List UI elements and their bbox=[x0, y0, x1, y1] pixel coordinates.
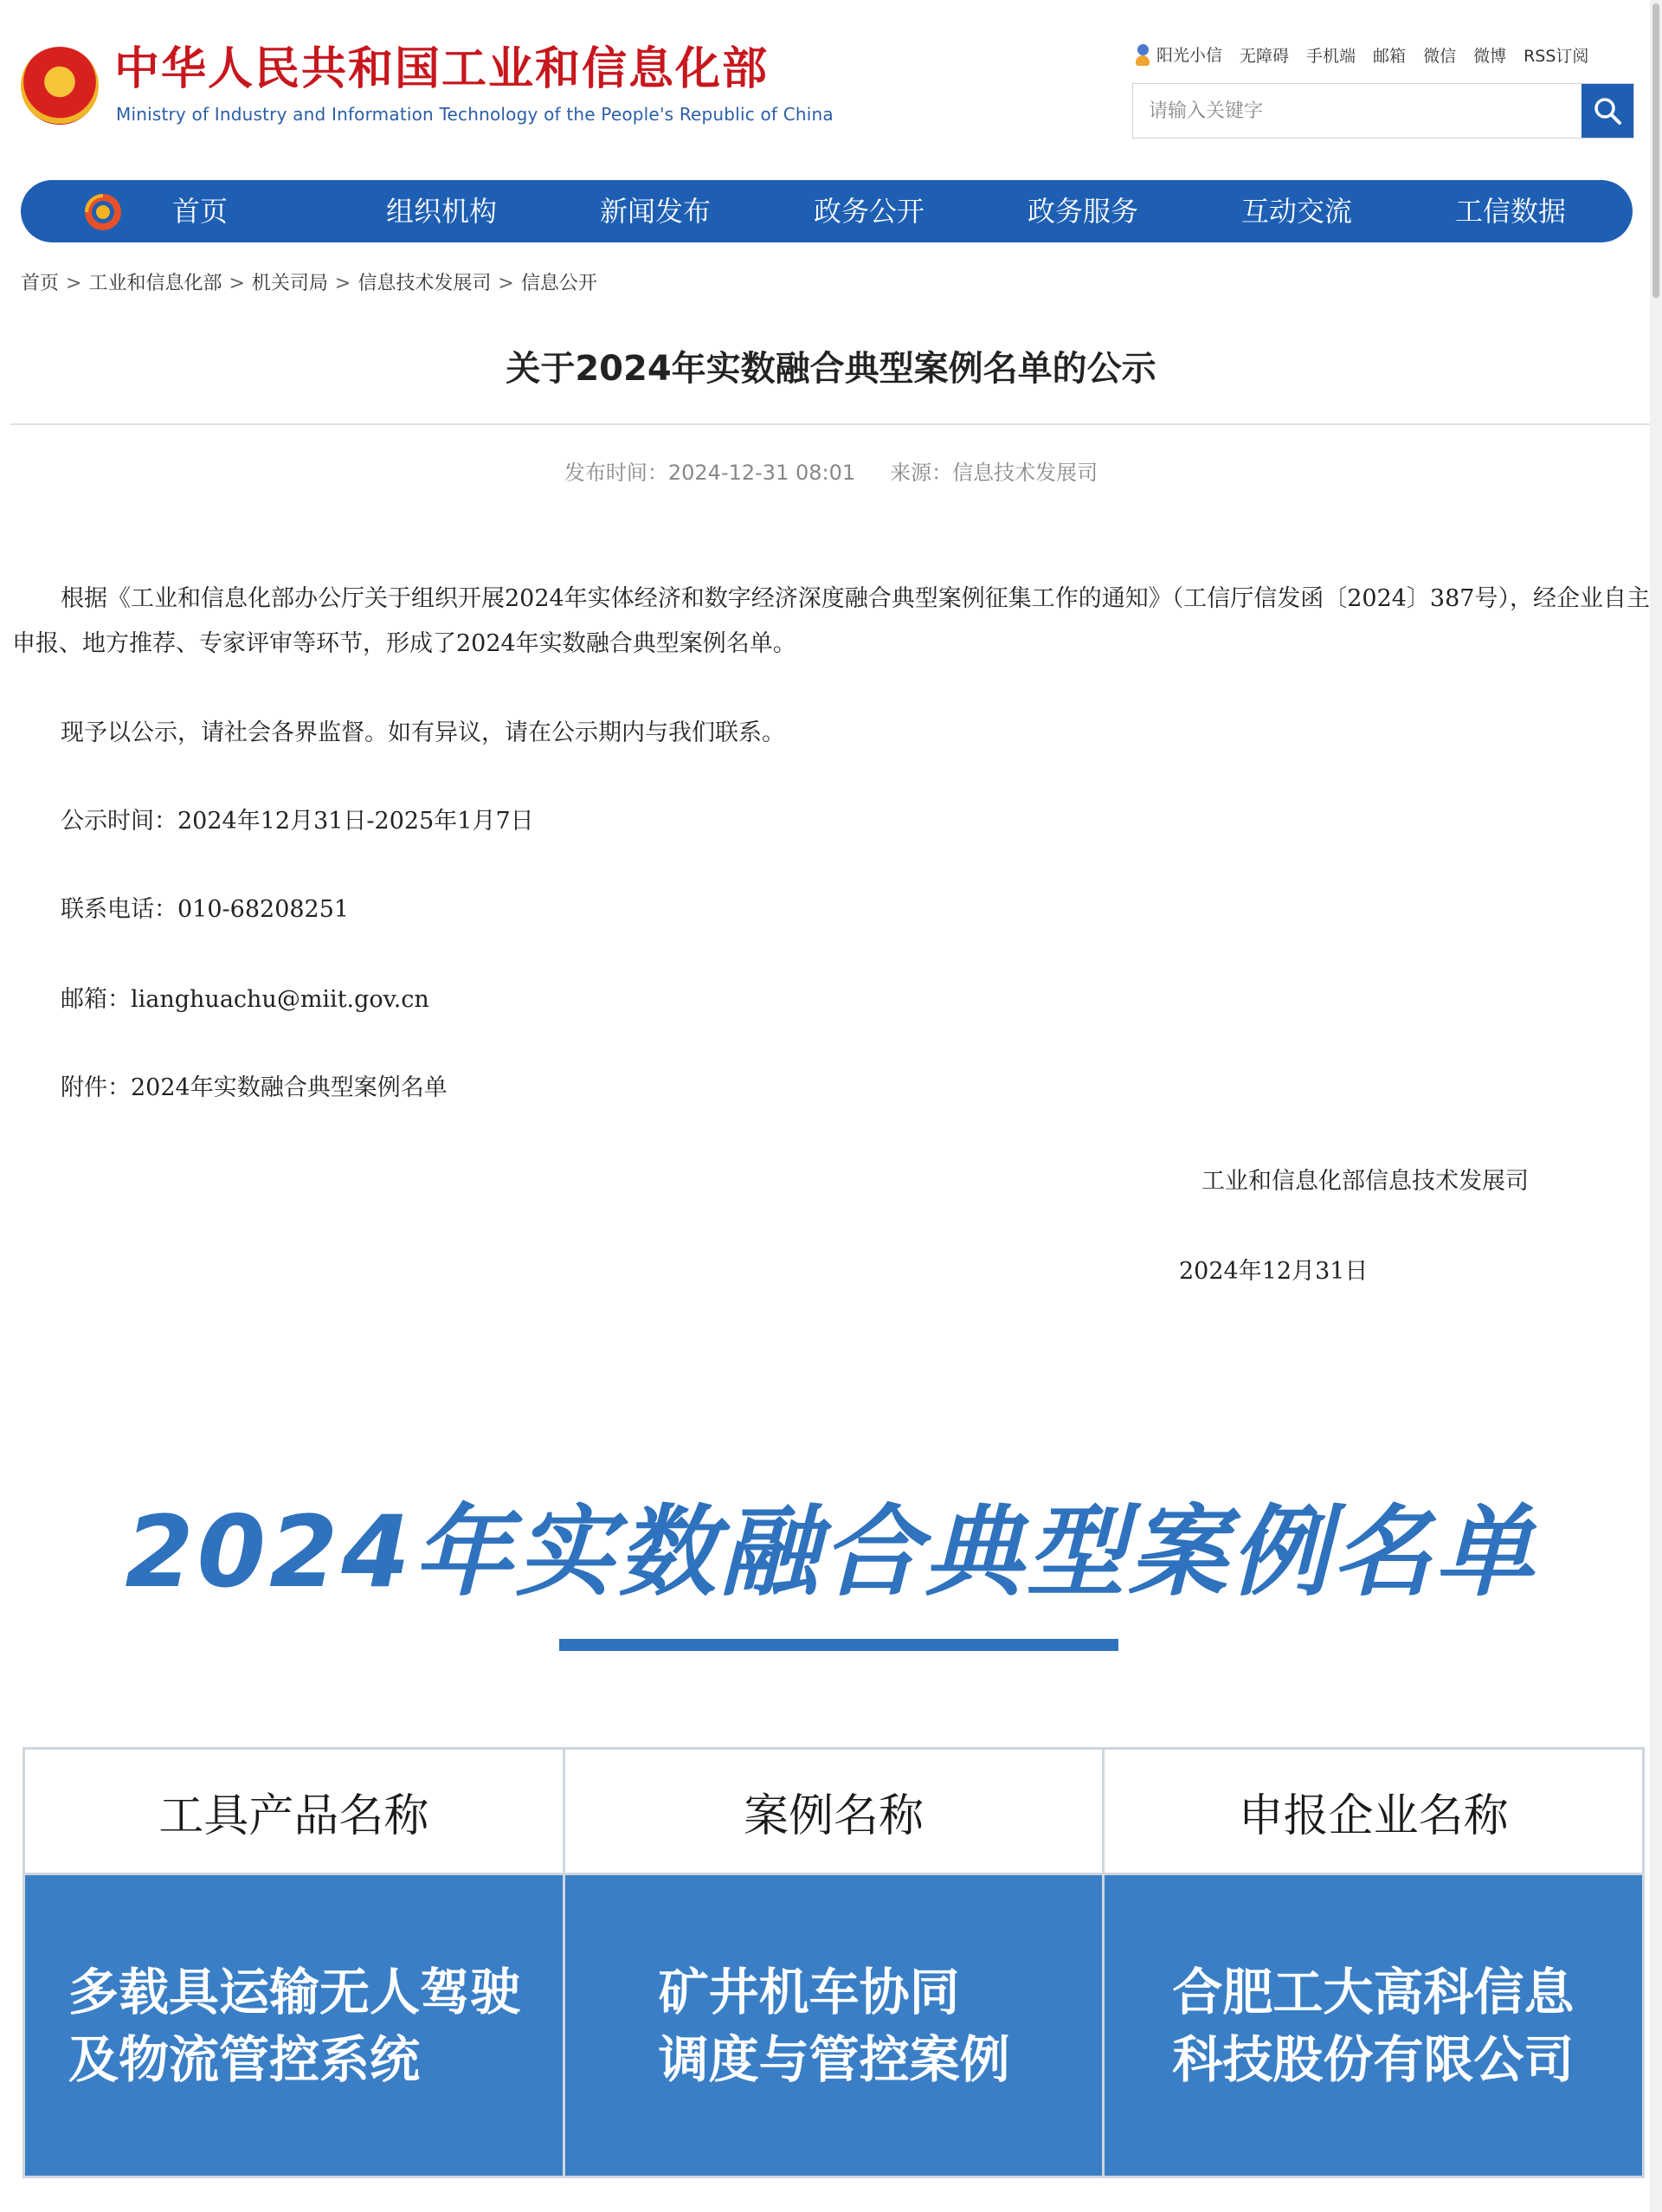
attachment-banner-title: 2024年实数融合典型案例名单 bbox=[125, 1494, 1537, 1609]
toplink-wechat[interactable]: 微信 bbox=[1423, 46, 1457, 66]
nav-items bbox=[172, 180, 1662, 242]
cell-text: 调度与管控案例 bbox=[658, 2029, 1010, 2089]
search-input[interactable] bbox=[1133, 84, 1583, 138]
column-header-company: 申报企业名称 bbox=[1104, 1749, 1644, 1874]
title-divider bbox=[10, 423, 1659, 425]
search-button[interactable] bbox=[1581, 84, 1633, 138]
vertical-scrollbar[interactable] bbox=[1650, 0, 1662, 2212]
column-header-product: 工具产品名称 bbox=[24, 1749, 564, 1874]
cell-text: 多载具运输无人驾驶 bbox=[68, 1962, 521, 2022]
nav-item-organization[interactable]: 组织机构 bbox=[386, 195, 498, 228]
site-subtitle: Ministry of Industry and Information Technology of the People's Republic of China bbox=[116, 104, 834, 125]
attachment-link[interactable]: 附件：2024年实数融合典型案例名单 bbox=[61, 1074, 448, 1101]
cell-company bbox=[1104, 1874, 1644, 2177]
case-table bbox=[23, 1747, 1645, 2178]
breadcrumb-info-open[interactable]: 信息公开 bbox=[520, 273, 597, 294]
breadcrumb-ministry[interactable]: 工业和信息化部 bbox=[88, 273, 222, 294]
contact-phone: 联系电话：010-68208251 bbox=[61, 896, 350, 923]
breadcrumb-home[interactable]: 首页 bbox=[21, 273, 60, 294]
banner-underline bbox=[559, 1639, 1118, 1651]
top-links bbox=[1134, 42, 1588, 68]
contact-email: 邮箱：lianghuachu@miit.gov.cn bbox=[61, 986, 429, 1013]
publicity-period: 公示时间：2024年12月31日-2025年1月7日 bbox=[61, 808, 534, 835]
star-icon: ★ bbox=[47, 62, 68, 88]
miit-logo-icon[interactable] bbox=[83, 192, 123, 232]
table-header-row bbox=[24, 1749, 1644, 1874]
article-paragraph: 根据《工业和信息化部办公厅关于组织开展2024年实体经济和数字经济深度融合典型案例征集工作的通知》（工信厅信发函〔2024〕387号），经企业自主申报、地方推荐、专家评审等环节，形成了2024年实数融合典型案例名单。 bbox=[12, 585, 1650, 657]
assistant-avatar-icon bbox=[1134, 44, 1151, 67]
column-header-case: 案例名称 bbox=[564, 1749, 1104, 1874]
table-row bbox=[24, 1874, 1644, 2177]
article-title: 关于2024年实数融合典型案例名单的公示 bbox=[506, 349, 1156, 389]
signature-org: 工业和信息化部信息技术发展司 bbox=[1201, 1168, 1529, 1195]
toplink-mailbox[interactable]: 邮箱 bbox=[1373, 46, 1407, 66]
site-header bbox=[0, 0, 1662, 173]
toplink-accessibility[interactable]: 无障碍 bbox=[1240, 46, 1290, 66]
search-icon bbox=[1593, 96, 1622, 126]
cell-text: 矿井机车协同 bbox=[658, 1962, 960, 2022]
publish-time: 发布时间：2024-12-31 08:01 bbox=[564, 461, 856, 485]
breadcrumb-departments[interactable]: 机关司局 bbox=[251, 273, 328, 294]
toplink-weibo[interactable]: 微博 bbox=[1473, 46, 1507, 66]
nav-item-data[interactable]: 工信数据 bbox=[1455, 195, 1567, 228]
scrollbar-thumb[interactable] bbox=[1652, 3, 1659, 298]
article-source: 来源：信息技术发展司 bbox=[890, 461, 1098, 485]
toplink-rss[interactable]: RSS订阅 bbox=[1524, 46, 1589, 66]
cell-product bbox=[24, 1874, 564, 2177]
site-title[interactable]: 中华人民共和国工业和信息化部 bbox=[114, 43, 770, 95]
signature-date: 2024年12月31日 bbox=[1179, 1258, 1369, 1285]
breadcrumb-separator: > bbox=[334, 273, 351, 294]
nav-item-interaction[interactable]: 互动交流 bbox=[1241, 195, 1353, 228]
cell-case bbox=[564, 1874, 1104, 2177]
breadcrumb-separator: > bbox=[498, 273, 514, 294]
search-box bbox=[1132, 83, 1634, 139]
article-paragraph: 现予以公示，请社会各界监督。如有异议，请在公示期内与我们联系。 bbox=[61, 719, 785, 746]
nav-item-news[interactable]: 新闻发布 bbox=[600, 195, 712, 228]
toplink-sunshine[interactable]: 阳光小信 bbox=[1134, 42, 1222, 68]
cell-text: 科技股份有限公司 bbox=[1172, 2029, 1575, 2089]
breadcrumb bbox=[21, 268, 597, 295]
nav-item-gov-services[interactable]: 政务服务 bbox=[1027, 195, 1139, 228]
cell-text: 及物流管控系统 bbox=[68, 2029, 421, 2089]
nav-item-gov-affairs-open[interactable]: 政务公开 bbox=[814, 195, 925, 228]
toplink-mobile[interactable]: 手机端 bbox=[1306, 46, 1356, 66]
cell-text: 合肥工大高科信息 bbox=[1172, 1962, 1575, 2022]
article-meta bbox=[0, 455, 1662, 486]
breadcrumb-separator: > bbox=[66, 273, 82, 294]
national-emblem-icon[interactable] bbox=[21, 47, 99, 125]
nav-item-home[interactable]: 首页 bbox=[172, 195, 229, 228]
breadcrumb-separator: > bbox=[229, 273, 245, 294]
breadcrumb-it-dept[interactable]: 信息技术发展司 bbox=[358, 273, 492, 294]
main-nav bbox=[21, 180, 1633, 242]
